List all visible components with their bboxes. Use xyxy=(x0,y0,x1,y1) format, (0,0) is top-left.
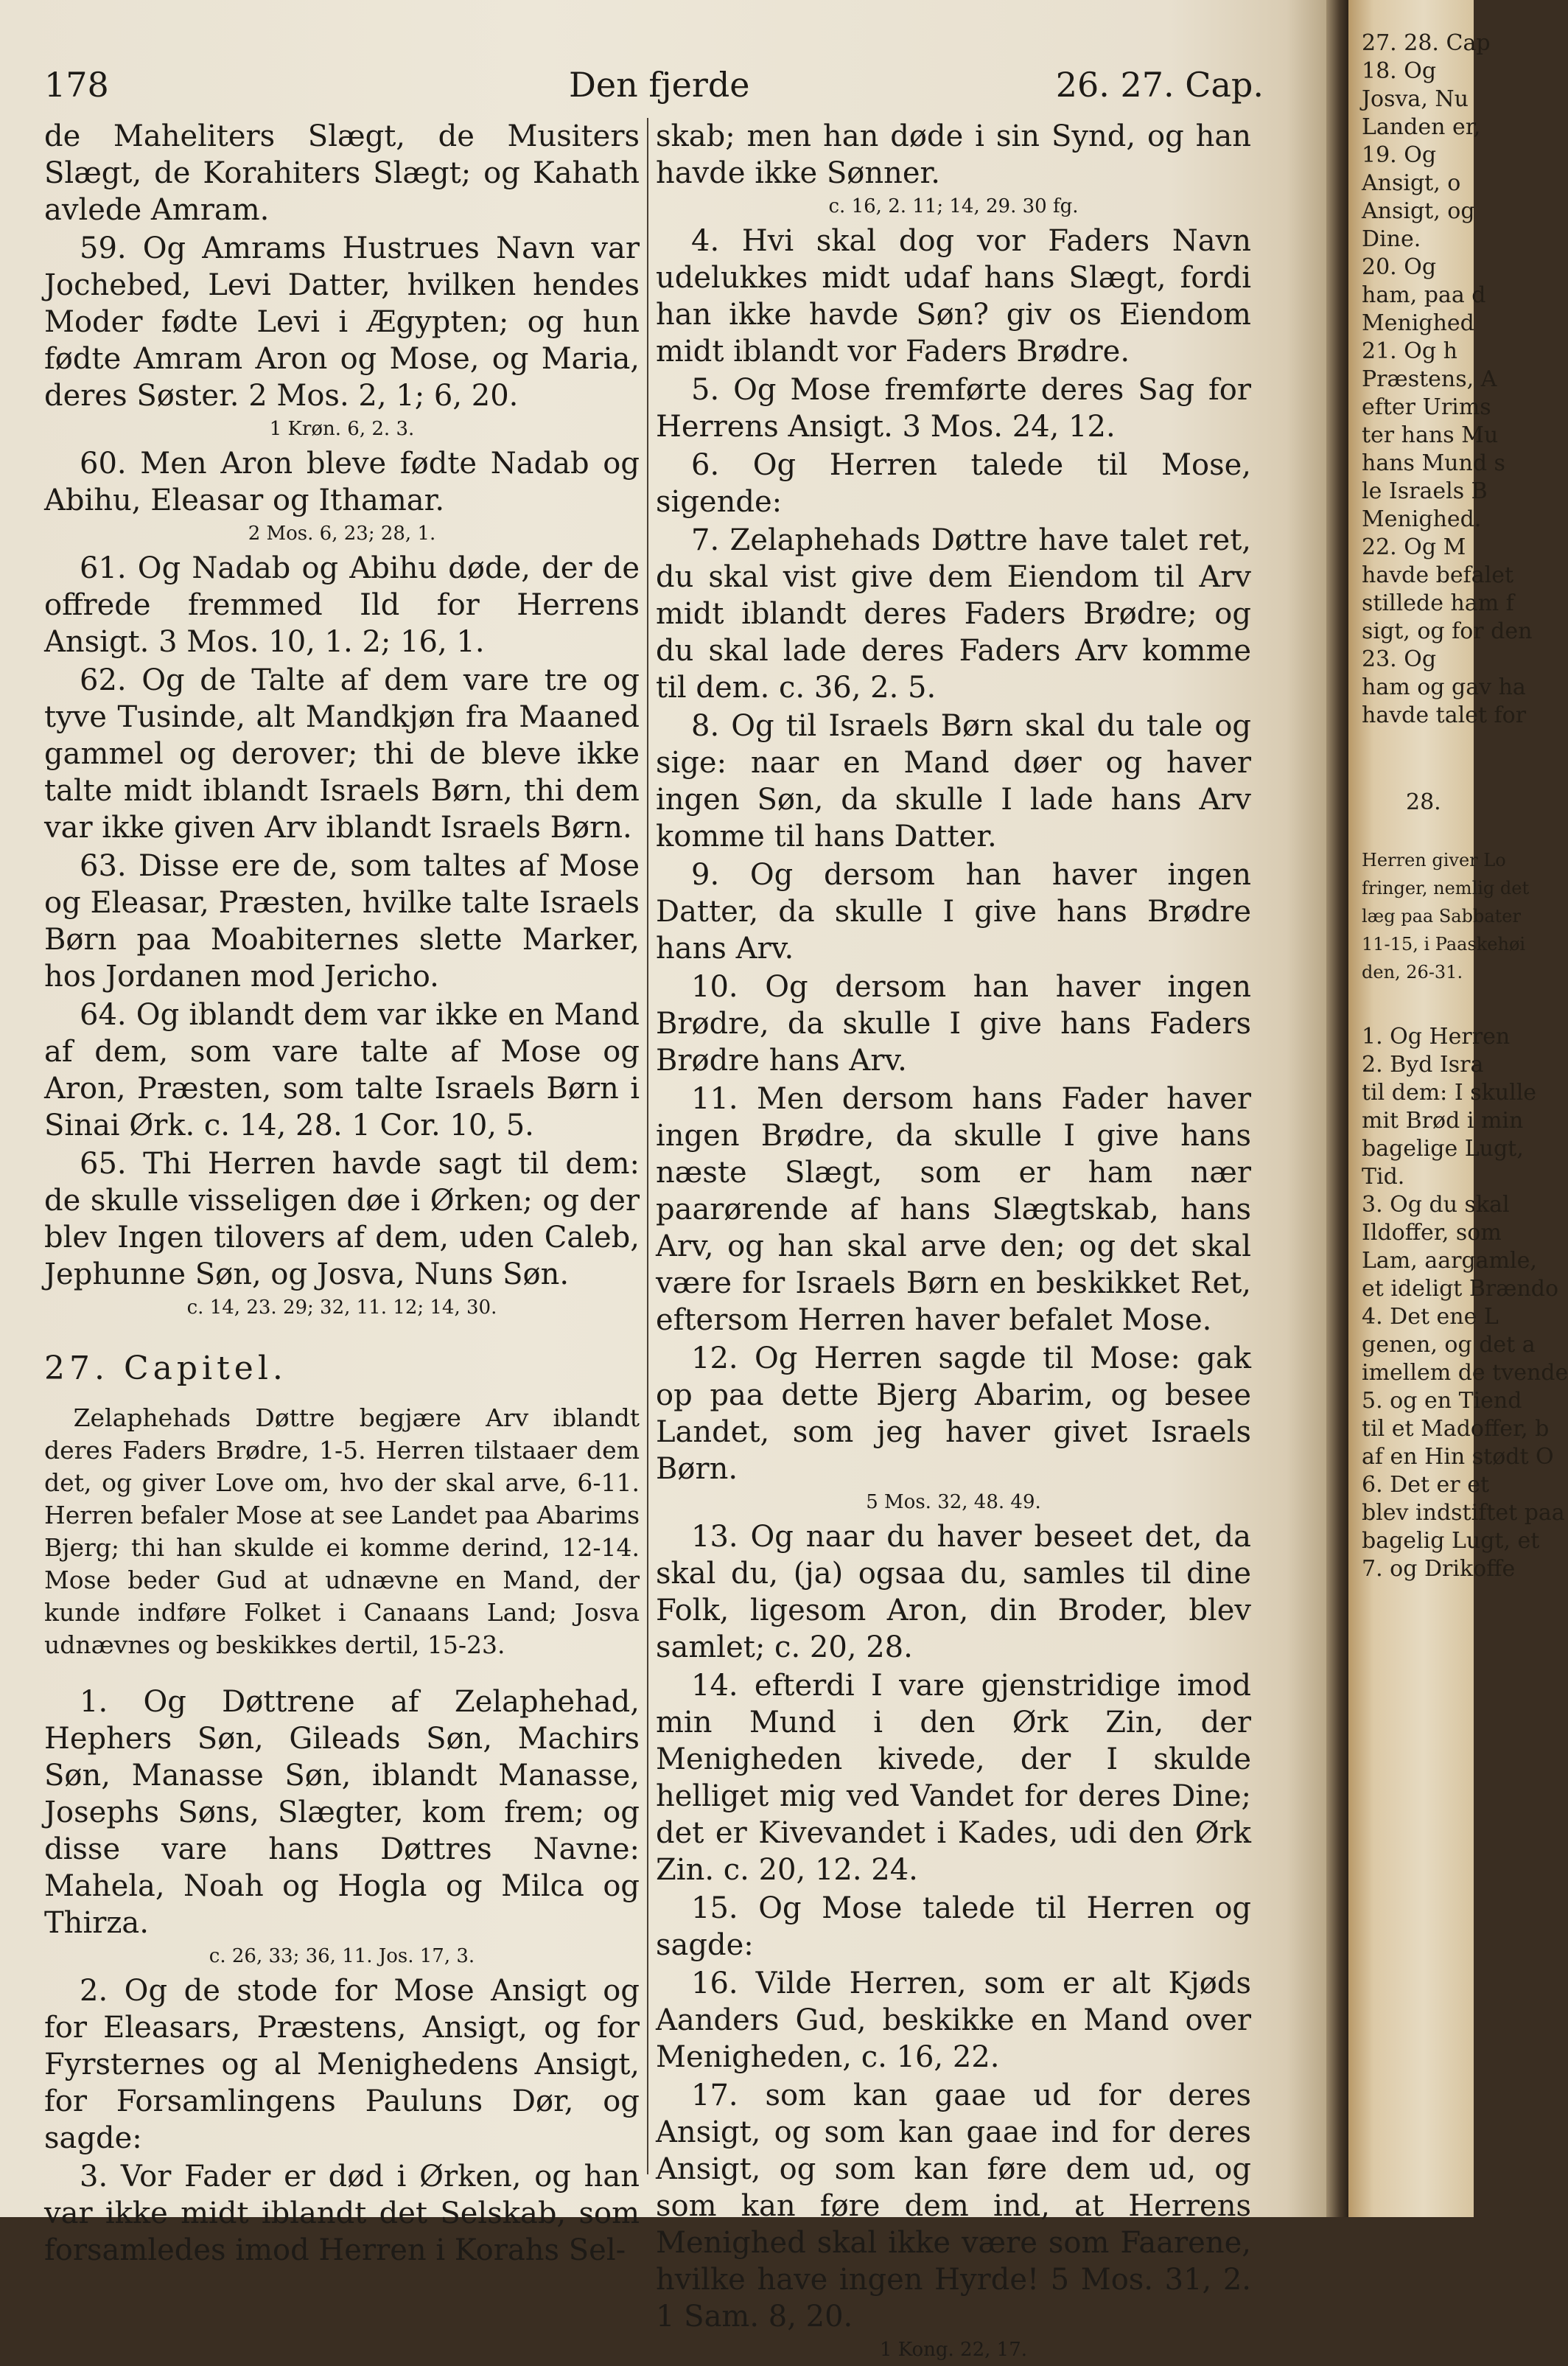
fragment-line: et ideligt Brændo xyxy=(1362,1276,1559,1302)
verse-63: 63. Disse ere de, som taltes af Mose og Eleasar, Præsten, hvilke talte Israels Børn paa Moabiternes slette Marker, hos Jordanen mod Jericho. xyxy=(44,849,640,994)
fragment-line: Ansigt, o xyxy=(1362,170,1461,196)
fragment-line: 21. Og h xyxy=(1362,338,1457,364)
verse-7: 7. Zelaphehads Døttre have talet ret, du skal vist give dem Eiendom til Arv midt iblandt deres Faders Brødre; og du skal lade deres Faders Arv komme til dem. c. 36, 2. 5. xyxy=(656,523,1251,705)
cross-reference: c. 14, 23. 29; 32, 11. 12; 14, 30. xyxy=(186,1297,497,1319)
verse-10: 10. Og dersom han haver ingen Brødre, da skulle I give hans Faders Brødre hans Arv. xyxy=(656,970,1251,1078)
fragment-line: 5. og en Tiend xyxy=(1362,1388,1522,1414)
running-header xyxy=(44,65,1264,116)
verse-16: 16. Vilde Herren, som er alt Kjøds Aanders Gud, beskikke en Mand over Menigheden, c. 16, 22. xyxy=(656,1967,1251,2074)
fragment-line: til dem: I skulle xyxy=(1362,1080,1537,1106)
fragment-line: til et Madoffer, b xyxy=(1362,1416,1550,1442)
fragment-line: ham og gav ha xyxy=(1362,674,1526,700)
verse-8: 8. Og til Israels Børn skal du tale og sige: naar en Mand døer og haver ingen Søn, da skulle I lade hans Arv komme til hans Datter. xyxy=(656,709,1251,854)
left-column xyxy=(44,118,640,2270)
cross-reference: 2 Mos. 6, 23; 28, 1. xyxy=(248,523,436,545)
fragment-line: blev indstiftet paa xyxy=(1362,1500,1565,1526)
verse-15: 15. Og Mose talede til Herren og sagde: xyxy=(656,1891,1251,1962)
fragment-line: 1. Og Herren xyxy=(1362,1024,1511,1050)
fragment-line: havde befalet xyxy=(1362,562,1514,588)
cross-reference: c. 26, 33; 36, 11. Jos. 17, 3. xyxy=(209,1945,475,1967)
fragment-line: 4. Det ene L xyxy=(1362,1304,1499,1330)
fragment-line: ter hans Mu xyxy=(1362,422,1499,448)
verse-4: 4. Hvi skal dog vor Faders Navn udelukkes midt udaf hans Slægt, fordi han ikke havde Søn? giv os Eiendom midt iblandt vor Faders Brødre. xyxy=(656,224,1251,369)
fragment-line: Lam, aargamle, xyxy=(1362,1248,1537,1274)
fragment-line: hans Mund s xyxy=(1362,450,1505,476)
chapter-heading: 27. Capitel. xyxy=(44,1350,287,1387)
fragment-line: den, 26-31. xyxy=(1362,962,1463,983)
fragment-line: ham, paa d xyxy=(1362,282,1486,308)
verse-64: 64. Og iblandt dem var ikke en Mand af dem, som vare talte af Mose og Aron, Præsten, som talte Israels Børn i Sinai Ørk. c. 14, 28. 1 Cor. 10, 5. xyxy=(44,998,640,1142)
verse-13: 13. Og naar du haver beseet det, da skal du, (ja) ogsaa du, samles til dine Folk, ligesom Aron, din Broder, blev samlet; c. 20, 28. xyxy=(656,1520,1251,1664)
chapter-summary: Zelaphehads Døttre begjære Arv iblandt deres Faders Brødre, 1-5. Herren tilstaaer dem det, og giver Love om, hvo der skal arve, 6-11. Herren befaler Mose at see Landet paa Abarims Bjerg; thi han skulde ei komme derind, 12-14. Mose beder Gud at udnævne en Mand, der kunde indføre Folket i Canaans Land; Josva udnævnes og beskikkes dertil, 15-23. xyxy=(44,1403,640,1659)
verse-60: 60. Men Aron bleve fødte Nadab og Abihu, Eleasar og Ithamar. xyxy=(44,447,640,517)
verse-17: 17. som kan gaae ud for deres Ansigt, og som kan gaae ind for deres Ansigt, og som kan føre dem ud, og som kan føre dem ind, at Herrens Menighed skal ikke være som Faarene, hvilke have ingen Hyrde! 5 Mos. 31, 2. 1 Sam. 8, 20. xyxy=(656,2079,1251,2334)
next-page-fragment xyxy=(1348,0,1568,2217)
column-divider xyxy=(647,118,648,2174)
fragment-line: 11-15, i Paaskehøi xyxy=(1362,934,1526,955)
fragment-line: 3. Og du skal xyxy=(1362,1192,1510,1218)
fragment-line: Tid. xyxy=(1362,1164,1405,1190)
fragment-line: Præstens, A xyxy=(1362,366,1497,392)
fragment-line: Josva, Nu xyxy=(1362,86,1469,112)
fragment-line: Dine. xyxy=(1362,226,1421,252)
fragment-line: Herren giver Lo xyxy=(1362,850,1506,870)
fragment-line: bagelig Lugt, et xyxy=(1362,1528,1540,1554)
paragraph: skab; men han døde i sin Synd, og han havde ikke Sønner. xyxy=(656,119,1251,190)
fragment-line: Ansigt, og xyxy=(1362,198,1475,224)
fragment-line: 19. Og xyxy=(1362,142,1437,168)
fragment-line: Menighed xyxy=(1362,310,1474,336)
page-number: 178 xyxy=(44,65,109,105)
verse-5: 5. Og Mose fremførte deres Sag for Herrens Ansigt. 3 Mos. 24, 12. xyxy=(656,373,1251,444)
fragment-line: 18. Og xyxy=(1362,58,1437,84)
cross-reference: 1 Krøn. 6, 2. 3. xyxy=(269,418,415,440)
fragment-line: stillede ham f xyxy=(1362,590,1514,616)
fragment-line: 6. Det er et xyxy=(1362,1472,1489,1498)
fragment-line: sigt, og for den xyxy=(1362,618,1533,644)
fragment-line: 28. xyxy=(1406,789,1441,815)
verse-3: 3. Vor Fader er død i Ørken, og han var ikke midt iblandt det Selskab, som forsamledes imod Herren i Korahs Sel- xyxy=(44,2160,640,2267)
cross-reference: 5 Mos. 32, 48. 49. xyxy=(866,1491,1041,1513)
verse-14: 14. efterdi I vare gjenstridige imod min Mund i den Ørk Zin, der Menigheden kivede, der I skulde helliget mig ved Vandet for deres Dine; det er Kivevandet i Kades, udi den Ørk Zin. c. 20, 12. 24. xyxy=(656,1669,1251,1887)
fragment-line: 23. Og xyxy=(1362,646,1437,672)
verse-61: 61. Og Nadab og Abihu døde, der de offrede fremmed Ild for Herrens Ansigt. 3 Mos. 10, 1. 2; 16, 1. xyxy=(44,551,640,659)
fragment-line: efter Urims xyxy=(1362,394,1491,420)
fragment-line: bagelige Lugt, xyxy=(1362,1136,1524,1162)
fragment-line: 22. Og M xyxy=(1362,534,1466,560)
verse-9: 9. Og dersom han haver ingen Datter, da skulle I give hans Brødre hans Arv. xyxy=(656,858,1251,966)
fragment-line: le Israels B xyxy=(1362,478,1488,504)
fragment-line: Ildoffer, som xyxy=(1362,1220,1502,1246)
verse-65: 65. Thi Herren havde sagt til dem: de skulle visseligen døe i Ørken; og der blev Ingen tilovers af dem, uden Caleb, Jephunne Søn, og Josva, Nuns Søn. xyxy=(44,1147,640,1291)
fragment-line: fringer, nemlig det xyxy=(1362,878,1530,898)
verse-1: 1. Og Døttrene af Zelaphehad, Hephers Søn, Gileads Søn, Machirs Søn, Manasse Søn, iblandt Manasse, Josephs Søns, Slægter, kom frem; og disse vare hans Døttres Navne: Mahela, Noah og Hogla og Milca og Thirza. xyxy=(44,1685,640,1940)
paragraph: de Maheliters Slægt, de Musiters Slægt, de Korahiters Slægt; og Kahath avlede Amram. xyxy=(44,119,640,227)
cross-reference: 1 Kong. 22, 17. xyxy=(879,2339,1028,2361)
running-title: Den fjerde xyxy=(569,65,750,105)
verse-11: 11. Men dersom hans Fader haver ingen Brødre, da skulle I give hans næste Slægt, som er ham nær paarørende af hans Slægtskab, hans Arv, og han skal arve den; og det skal være for Israels Børn en beskikket Ret, eftersom Herren haver befalet Mose. xyxy=(656,1082,1251,1337)
book-gutter xyxy=(1326,0,1348,2217)
verse-12: 12. Og Herren sagde til Mose: gak op paa dette Bjerg Abarim, og besee Landet, som jeg haver givet Israels Børn. xyxy=(656,1341,1251,1486)
cross-reference: c. 16, 2. 11; 14, 29. 30 fg. xyxy=(828,195,1079,217)
verse-62: 62. Og de Talte af dem vare tre og tyve Tusinde, alt Mandkjøn fra Maaned gammel og derover; thi de bleve ikke talte midt iblandt Israels Børn, thi dem var ikke given Arv iblandt Israels Børn. xyxy=(44,663,640,845)
right-column xyxy=(656,118,1251,2366)
fragment-line: 27. 28. Cap xyxy=(1362,30,1491,56)
verse-2: 2. Og de stode for Mose Ansigt og for Eleasars, Præstens, Ansigt, og for Fyrsternes og al Menighedens Ansigt, for Forsamlingens Pauluns Dør, og sagde: xyxy=(44,1974,640,2155)
fragment-line: 7. og Drikoffe xyxy=(1362,1556,1516,1582)
fragment-line: havde talet for xyxy=(1362,702,1527,728)
fragment-line: Menighed. xyxy=(1362,506,1482,532)
fragment-line: af en Hin stødt O xyxy=(1362,1444,1554,1470)
chapter-reference: 26. 27. Cap. xyxy=(1055,65,1264,105)
fragment-line: mit Brød i min xyxy=(1362,1108,1524,1134)
fragment-line: imellem de tvende xyxy=(1362,1360,1568,1386)
fragment-line: 2. Byd Isra xyxy=(1362,1052,1484,1078)
fragment-line: Landen er, xyxy=(1362,114,1481,140)
verse-59: 59. Og Amrams Hustrues Navn var Jochebed, Levi Datter, hvilken hendes Moder fødte Levi i Ægypten; og hun fødte Amram Aron og Mose, og Maria, deres Søster. 2 Mos. 2, 1; 6, 20. xyxy=(44,231,640,413)
fragment-line: genen, og det a xyxy=(1362,1332,1536,1358)
fragment-line: læg paa Sabbater xyxy=(1362,906,1521,926)
verse-6: 6. Og Herren talede til Mose, sigende: xyxy=(656,448,1251,519)
next-page-lines xyxy=(1362,29,1568,1583)
fragment-line: 20. Og xyxy=(1362,254,1437,280)
